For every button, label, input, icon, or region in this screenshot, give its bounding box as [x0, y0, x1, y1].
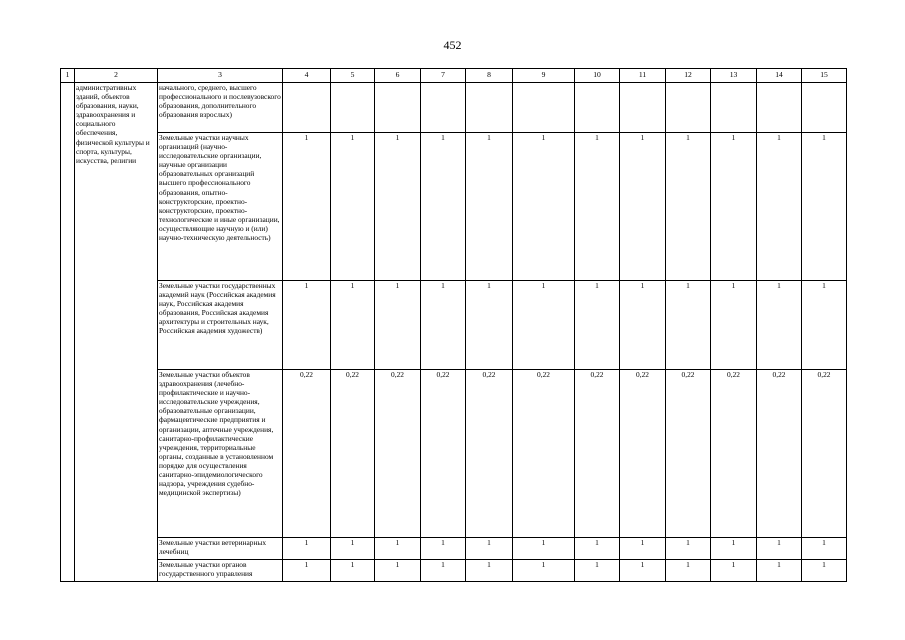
- value-cell: 1: [283, 560, 331, 582]
- table-row: [61, 281, 847, 370]
- value-cell: 1: [575, 281, 620, 370]
- header-cell: 3: [158, 69, 283, 83]
- value-cell: [513, 83, 575, 133]
- value-cell: [331, 83, 375, 133]
- table-row: [61, 370, 847, 538]
- value-cell: 1: [802, 281, 847, 370]
- value-cell: [466, 83, 513, 133]
- value-cell: 1: [757, 560, 802, 582]
- value-cell: [666, 83, 711, 133]
- value-cell: 1: [283, 133, 331, 281]
- value-cell: 1: [331, 560, 375, 582]
- value-cell: 1: [466, 133, 513, 281]
- value-cell: 0,22: [757, 370, 802, 538]
- value-cell: 1: [466, 281, 513, 370]
- value-cell: 0,22: [666, 370, 711, 538]
- header-row: [61, 69, 847, 83]
- value-cell: 1: [802, 538, 847, 560]
- value-cell: 1: [421, 281, 466, 370]
- value-cell: 1: [421, 133, 466, 281]
- value-cell: 1: [666, 560, 711, 582]
- value-cell: 1: [620, 133, 666, 281]
- value-cell: 1: [757, 133, 802, 281]
- value-cell: 1: [711, 133, 757, 281]
- value-cell: 1: [375, 281, 421, 370]
- value-cell: 0,22: [283, 370, 331, 538]
- value-cell: 1: [757, 538, 802, 560]
- value-cell: 0,22: [466, 370, 513, 538]
- header-cell: 6: [375, 69, 421, 83]
- page-number: 452: [443, 38, 462, 52]
- value-cell: 0,22: [513, 370, 575, 538]
- value-cell: 0,22: [375, 370, 421, 538]
- value-cell: 1: [375, 133, 421, 281]
- value-cell: 0,22: [575, 370, 620, 538]
- header-cell: 9: [513, 69, 575, 83]
- value-cell: 1: [620, 538, 666, 560]
- value-cell: 0,22: [421, 370, 466, 538]
- value-cell: [375, 83, 421, 133]
- header-cell: 10: [575, 69, 620, 83]
- category-cell: административных зданий, объектов образования, науки, здравоохранения и социального обеспечения, физической культуры и спорта, культуры, искусства, религии: [75, 83, 158, 582]
- description-cell: Земельные участки объектов здравоохранения (лечебно-профилактические и научно-исследовательские учреждения, образовательные организации, фармацевтические предприятия и организации, аптечные учреждения, санитарно-профилактические учреждения, территориальные органы, созданные в установленном порядке для осуществления санитарно-эпидемиологического надзора, учреждения судебно-медицинской экспертизы): [158, 370, 283, 538]
- value-cell: 1: [620, 560, 666, 582]
- description-cell: Земельные участки органов государственного управления: [158, 560, 283, 582]
- value-cell: 1: [757, 281, 802, 370]
- value-cell: 1: [666, 281, 711, 370]
- value-cell: 1: [331, 281, 375, 370]
- value-cell: 1: [283, 281, 331, 370]
- value-cell: 1: [513, 560, 575, 582]
- value-cell: 1: [331, 133, 375, 281]
- header-cell: 8: [466, 69, 513, 83]
- table-row: [61, 538, 847, 560]
- value-cell: [757, 83, 802, 133]
- value-cell: 0,22: [802, 370, 847, 538]
- header-cell: 12: [666, 69, 711, 83]
- value-cell: 1: [331, 538, 375, 560]
- value-cell: 1: [666, 133, 711, 281]
- value-cell: 1: [711, 538, 757, 560]
- description-cell: Земельные участки ветеринарных лечебниц: [158, 538, 283, 560]
- value-cell: 1: [513, 281, 575, 370]
- value-cell: 1: [283, 538, 331, 560]
- value-cell: 1: [575, 560, 620, 582]
- value-cell: 1: [513, 133, 575, 281]
- row-number-cell: [61, 83, 75, 582]
- description-cell: начального, среднего, высшего профессионального и послевузовского образования, дополнительного образования взрослых): [158, 83, 283, 133]
- value-cell: [711, 83, 757, 133]
- value-cell: 1: [466, 560, 513, 582]
- header-cell: 15: [802, 69, 847, 83]
- value-cell: 1: [666, 538, 711, 560]
- value-cell: 1: [575, 133, 620, 281]
- header-cell: 13: [711, 69, 757, 83]
- value-cell: [802, 83, 847, 133]
- rates-table: [60, 68, 847, 582]
- value-cell: 1: [575, 538, 620, 560]
- header-cell: 14: [757, 69, 802, 83]
- table-row: [61, 560, 847, 582]
- description-cell: Земельные участки государственных академий наук (Российская академия наук, Российская академия образования, Российская академия архитектуры и строительных наук, Российская академия художеств): [158, 281, 283, 370]
- value-cell: 1: [421, 538, 466, 560]
- table-row: [61, 83, 847, 133]
- value-cell: [283, 83, 331, 133]
- value-cell: 0,22: [331, 370, 375, 538]
- header-cell: 5: [331, 69, 375, 83]
- value-cell: 1: [711, 281, 757, 370]
- value-cell: 0,22: [711, 370, 757, 538]
- value-cell: 1: [513, 538, 575, 560]
- value-cell: [620, 83, 666, 133]
- value-cell: 1: [421, 560, 466, 582]
- value-cell: [421, 83, 466, 133]
- value-cell: 0,22: [620, 370, 666, 538]
- value-cell: 1: [375, 538, 421, 560]
- table-row: [61, 133, 847, 281]
- value-cell: 1: [802, 133, 847, 281]
- description-cell: Земельные участки научных организаций (научно-исследовательские организации, научные организации образовательных организаций высшего профессионального образования, опытно-конструкторские, проектно-конструкторские, проектно-технологические и иные организации, осуществляющие научную и (или) научно-техническую деятельность): [158, 133, 283, 281]
- header-cell: 11: [620, 69, 666, 83]
- value-cell: 1: [711, 560, 757, 582]
- header-cell: 1: [61, 69, 75, 83]
- header-cell: 7: [421, 69, 466, 83]
- header-cell: 4: [283, 69, 331, 83]
- value-cell: 1: [466, 538, 513, 560]
- header-cell: 2: [75, 69, 158, 83]
- value-cell: 1: [802, 560, 847, 582]
- value-cell: 1: [375, 560, 421, 582]
- value-cell: 1: [620, 281, 666, 370]
- value-cell: [575, 83, 620, 133]
